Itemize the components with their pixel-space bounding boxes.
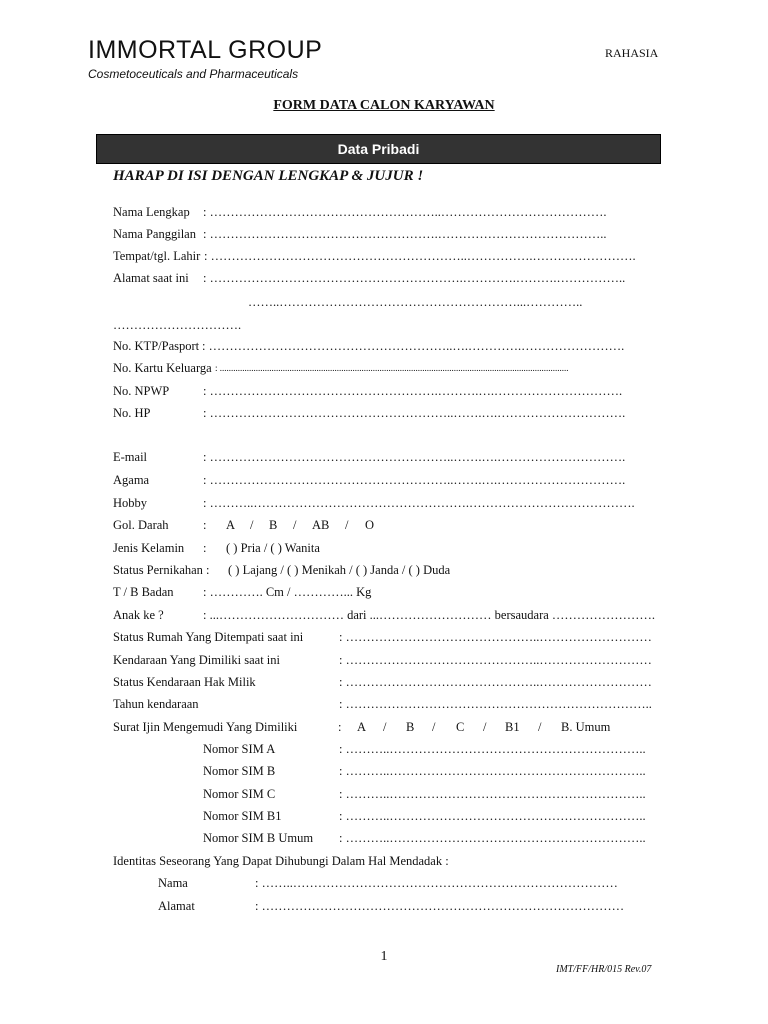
field-label: Alamat saat ini bbox=[113, 271, 189, 285]
form-title: FORM DATA CALON KARYAWAN bbox=[273, 98, 495, 113]
field-label: Nomor SIM B1 bbox=[203, 809, 282, 823]
field-label: Surat Ijin Mengemudi Yang Dimiliki bbox=[113, 720, 298, 734]
form-notice: HARAP DI ISI DENGAN LENGKAP & JUJUR ! bbox=[113, 168, 424, 184]
option-separator: / bbox=[432, 720, 436, 734]
field-label: Jenis Kelamin bbox=[113, 541, 185, 555]
company-logo: IMMORTAL GROUP bbox=[88, 36, 323, 64]
field-label: Anak ke ? bbox=[113, 608, 164, 622]
field-label: Kendaraan Yang Dimiliki saat ini bbox=[113, 653, 280, 667]
field-label: Nomor SIM B bbox=[203, 764, 276, 778]
field-label: Tempat/tgl. Lahir bbox=[113, 249, 201, 263]
option-sim-a[interactable]: A bbox=[357, 720, 367, 734]
field-label: E-mail bbox=[113, 450, 148, 464]
field-blank[interactable]: : ………………………………………………..…………………………………. bbox=[203, 205, 607, 219]
option-sim-b-umum[interactable]: B. Umum bbox=[561, 720, 611, 734]
option-sim-b[interactable]: B bbox=[406, 720, 415, 734]
field-blank[interactable]: : ………………………………………..……………………… bbox=[339, 675, 652, 689]
field-blank[interactable]: : ...………………………… dari ...……………………… bersaudara ……………………. bbox=[203, 608, 656, 622]
field-blank[interactable]: : ………..…………………………………………………….. bbox=[339, 787, 646, 801]
field-blank[interactable]: : …………………………………………………..…….….…………………………. bbox=[203, 406, 626, 420]
field-blank[interactable]: : ……………………………………………….……….….…………………………. bbox=[203, 384, 623, 398]
option-separator: / bbox=[345, 518, 349, 532]
field-label: No. NPWP bbox=[113, 384, 170, 398]
field-blank[interactable]: : ………..…………………………………………………….. bbox=[339, 809, 646, 823]
option-a[interactable]: A bbox=[226, 518, 236, 532]
marital-options[interactable]: ( ) Lajang / ( ) Menikah / ( ) Janda / ( ) Duda bbox=[228, 563, 451, 577]
field-label: Nomor SIM C bbox=[203, 787, 276, 801]
field-colon: : bbox=[338, 720, 342, 734]
field-label: Tahun kendaraan bbox=[113, 697, 199, 711]
document-code: IMT/FF/HR/015 Rev.07 bbox=[556, 964, 652, 975]
option-separator: / bbox=[250, 518, 254, 532]
field-blank[interactable]: : ……………………………………………………………….. bbox=[339, 697, 652, 711]
field-label: T / B Badan bbox=[113, 585, 174, 599]
field-label: No. Kartu Keluarga bbox=[113, 361, 212, 375]
field-label: Nama Lengkap bbox=[113, 205, 190, 219]
field-colon: : bbox=[203, 518, 207, 532]
field-label: Nomor SIM B Umum bbox=[203, 831, 314, 845]
option-separator: / bbox=[383, 720, 387, 734]
field-blank[interactable]: : ………..…………………………………………………….. bbox=[339, 831, 646, 845]
option-b[interactable]: B bbox=[269, 518, 278, 532]
option-ab[interactable]: AB bbox=[312, 518, 330, 532]
option-separator: / bbox=[538, 720, 542, 734]
option-o[interactable]: O bbox=[365, 518, 375, 532]
field-label: Nomor SIM A bbox=[203, 742, 276, 756]
field-blank[interactable]: : ………..…………………………………………….…………………………………. bbox=[203, 496, 635, 510]
field-label: Hobby bbox=[113, 496, 148, 510]
field-blank[interactable]: : ………..…………………………………………………….. bbox=[339, 764, 646, 778]
option-separator: / bbox=[293, 518, 297, 532]
option-sim-b1[interactable]: B1 bbox=[505, 720, 520, 734]
field-blank[interactable]: : …………………………………………………..….………….……………………. bbox=[202, 339, 625, 353]
page-number: 1 bbox=[380, 949, 388, 964]
field-blank[interactable]: : ………..…………………………………………………….. bbox=[339, 742, 646, 756]
field-blank[interactable]: : ........................................................................................................................................................... bbox=[215, 363, 569, 373]
field-alamat-line3[interactable]: …………………………. bbox=[113, 318, 242, 332]
field-label: Nama Panggilan bbox=[113, 227, 196, 241]
field-label: Gol. Darah bbox=[113, 518, 169, 532]
field-blank[interactable]: : …………. Cm / …………... Kg bbox=[203, 585, 372, 599]
field-blank[interactable]: : …………………………………………………….………….……….…………….. bbox=[203, 271, 626, 285]
field-alamat-line2[interactable]: ……..…………………………………………………...………….. bbox=[248, 295, 583, 309]
field-label: Alamat bbox=[158, 899, 195, 913]
field-label: Nama bbox=[158, 876, 188, 890]
field-blank[interactable]: : ……..…………………………………………………………………… bbox=[255, 876, 618, 890]
field-colon: : bbox=[203, 541, 207, 555]
field-blank[interactable]: : ……………………………………………….………………………………….. bbox=[203, 227, 607, 241]
field-blank[interactable]: : ………………………………………..……………………… bbox=[339, 653, 652, 667]
field-blank[interactable]: : …………………………………………………..…….….…………………………. bbox=[203, 450, 626, 464]
field-label: No. HP bbox=[113, 406, 151, 420]
field-blank[interactable]: : ………………………………………..……………………… bbox=[339, 630, 652, 644]
field-label: Status Pernikahan : bbox=[113, 563, 210, 577]
field-emergency-heading: Identitas Seseorang Yang Dapat Dihubungi Dalam Hal Mendadak : bbox=[113, 854, 449, 868]
field-blank[interactable]: : ……………………………………………………..…………….……………………. bbox=[204, 249, 636, 263]
field-blank[interactable]: : …………………………………………………..…….….…………………………. bbox=[203, 473, 626, 487]
field-label: Status Kendaraan Hak Milik bbox=[113, 675, 256, 689]
field-label: Status Rumah Yang Ditempati saat ini bbox=[113, 630, 304, 644]
field-label: Agama bbox=[113, 473, 150, 487]
option-sim-c[interactable]: C bbox=[456, 720, 465, 734]
gender-options[interactable]: ( ) Pria / ( ) Wanita bbox=[226, 541, 320, 555]
section-banner: Data Pribadi bbox=[96, 134, 661, 164]
field-label: No. KTP/Pasport bbox=[113, 339, 200, 353]
option-separator: / bbox=[483, 720, 487, 734]
field-blank[interactable]: : …………………………………………………………………………… bbox=[255, 899, 625, 913]
company-tagline: Cosmetoceuticals and Pharmaceuticals bbox=[88, 67, 299, 81]
confidential-label: RAHASIA bbox=[605, 46, 659, 60]
